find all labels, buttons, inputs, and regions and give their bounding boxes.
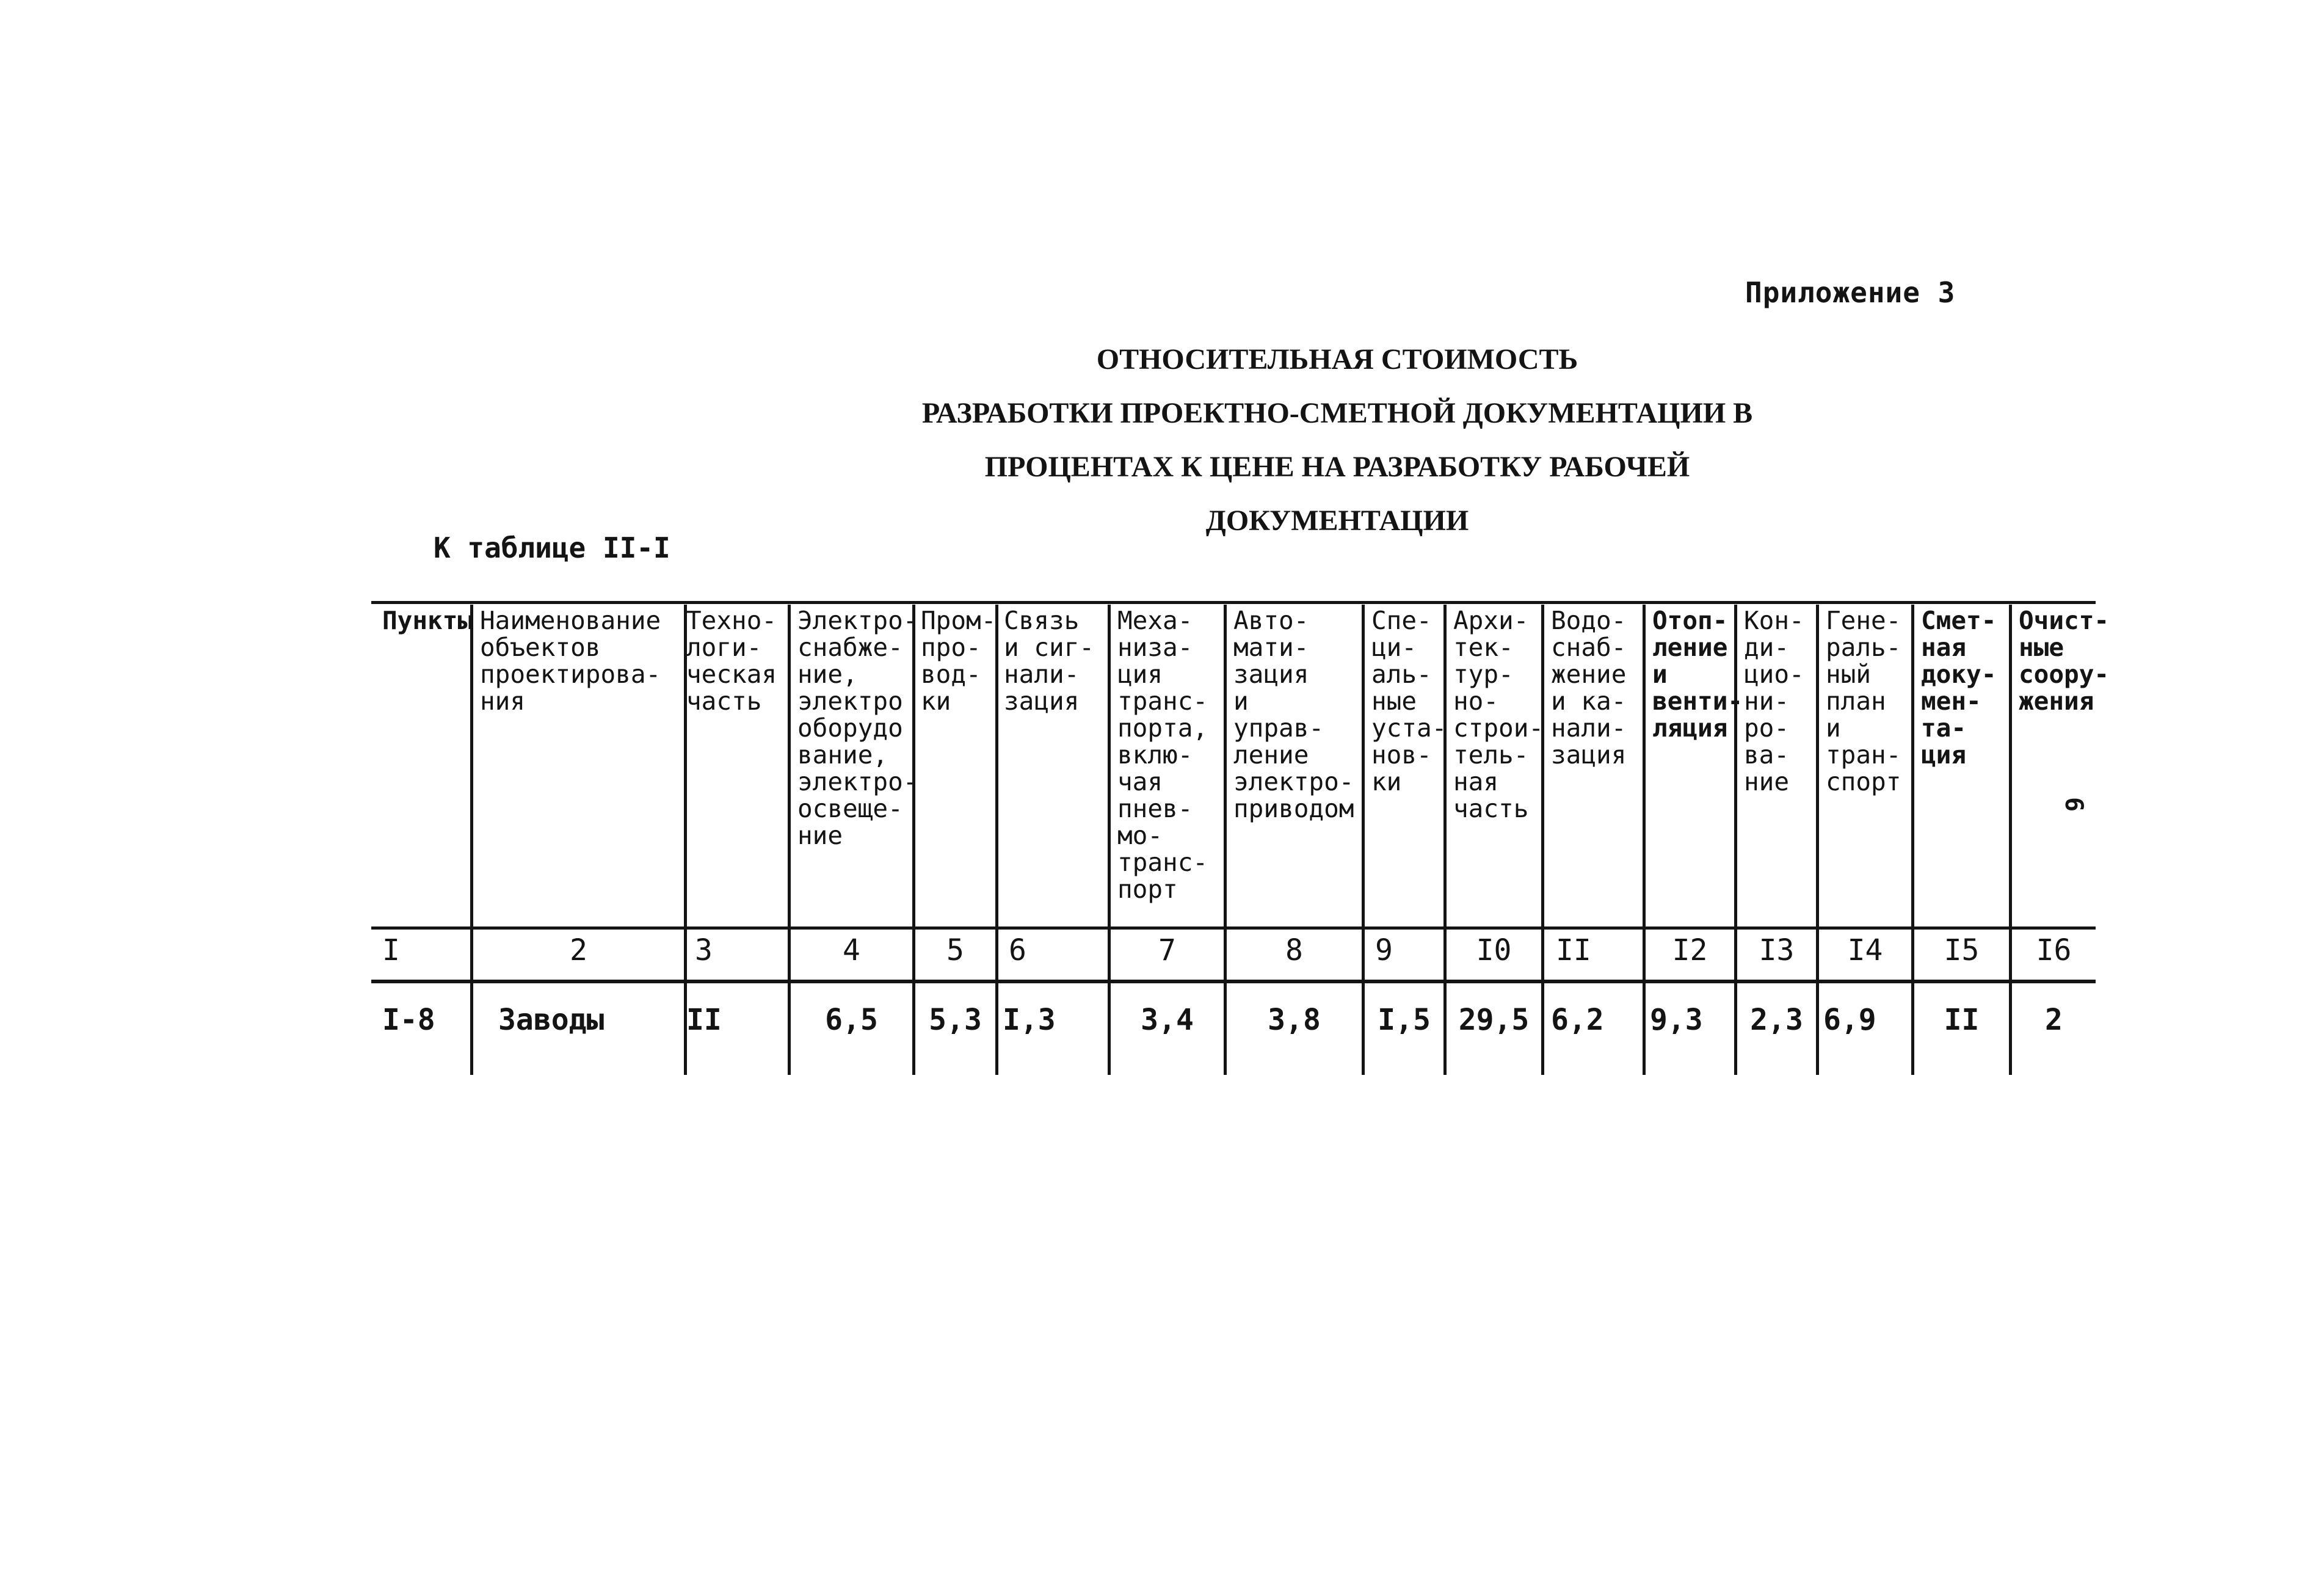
header-cell: Электро- снабже- ние, электро оборудо вание, электро- освеще- ние [797, 606, 918, 850]
table-cell: I,5 [1378, 1003, 1431, 1037]
column-number: I3 [1759, 933, 1795, 967]
table-cell: 5,3 [929, 1003, 982, 1037]
table-cell: I-8 [382, 1003, 435, 1037]
table-reference: К таблице II-I [434, 531, 670, 564]
document-title [794, 333, 1881, 548]
table-cell: I,3 [1003, 1003, 1056, 1037]
cost-table [371, 599, 2110, 1087]
column-number: I0 [1476, 933, 1512, 967]
table-cell: Заводы [498, 1003, 605, 1037]
table-cell: II [686, 1003, 722, 1037]
column-number: 8 [1285, 933, 1303, 967]
column-divider [1643, 605, 1646, 1075]
table-cell: 6,9 [1823, 1003, 1876, 1037]
column-number: I6 [2036, 933, 2072, 967]
title-line: ПРОЦЕНТАХ К ЦЕНЕ НА РАЗРАБОТКУ РАБОЧЕЙ [984, 451, 1690, 483]
header-cell: Гене- раль- ный план и тран- спорт [1826, 606, 1901, 796]
table-cell: 6,5 [825, 1003, 878, 1037]
column-number: 3 [695, 933, 713, 967]
table-cell: 2 [2045, 1003, 2063, 1037]
table-cell: 3,8 [1268, 1003, 1321, 1037]
title-line: РАЗРАБОТКИ ПРОЕКТНО-СМЕТНОЙ ДОКУМЕНТАЦИИ В [921, 397, 1753, 429]
column-number: I2 [1672, 933, 1708, 967]
header-cell: Меха- низа- ция транс- порта, вклю- чая пнев- мо- транс- порт [1117, 606, 1208, 904]
header-cell: Техно- логи- ческая часть [686, 606, 777, 716]
column-number: I4 [1847, 933, 1883, 967]
table-top-rule [371, 601, 2096, 604]
table-cell: II [1944, 1003, 1980, 1037]
header-cell: Водо- снаб- жение и ка- нали- зация [1551, 606, 1627, 770]
title-line: ДОКУМЕНТАЦИИ [1205, 504, 1469, 537]
table-cell: 2,3 [1750, 1003, 1803, 1037]
column-number: 7 [1158, 933, 1176, 967]
column-number: 4 [843, 933, 860, 967]
table-cell: 3,4 [1141, 1003, 1194, 1037]
column-number: I [382, 933, 400, 967]
column-number: II [1556, 933, 1591, 967]
table-cell: 29,5 [1458, 1003, 1530, 1037]
table-cell: 9,3 [1650, 1003, 1703, 1037]
header-cell: Авто- мати- зация и управ- ление электро- приводом [1233, 606, 1354, 823]
header-cell: Кон- ди- цио- ни- ро- ва- ние [1744, 606, 1804, 796]
column-number: 2 [570, 933, 587, 967]
table-cell: 6,2 [1551, 1003, 1604, 1037]
header-cell: Наименование объектов проектирова- ния [480, 606, 661, 716]
appendix-label: Приложение 3 [1745, 276, 1956, 309]
header-cell: Спе- ци- аль- ные уста- нов- ки [1371, 606, 1447, 796]
header-cell: Архи- тек- тур- но- строи- тель- ная часть [1453, 606, 1544, 823]
header-cell: Пункты [382, 606, 473, 635]
number-row-separator-rule [371, 980, 2096, 983]
column-divider [1816, 605, 1819, 1075]
header-separator-rule [371, 926, 2096, 930]
page-margin-mark: 6 [2060, 796, 2088, 812]
column-number: 5 [946, 933, 964, 967]
header-cell: Смет- ная доку- мен- та- ция [1921, 606, 1997, 770]
header-cell: Отоп- ление и венти- ляция [1652, 606, 1743, 743]
header-cell: Связь и сиг- нали- зация [1004, 606, 1095, 716]
header-cell: Очист- ные соору- жения [2019, 606, 2110, 716]
title-line: ОТНОСИТЕЛЬНАЯ СТОИМОСТЬ [1096, 343, 1578, 376]
column-number: 9 [1375, 933, 1393, 967]
column-divider [470, 605, 473, 1075]
column-number: I5 [1944, 933, 1980, 967]
header-cell: Пром- про- вод- ки [921, 606, 997, 716]
column-number: 6 [1009, 933, 1026, 967]
